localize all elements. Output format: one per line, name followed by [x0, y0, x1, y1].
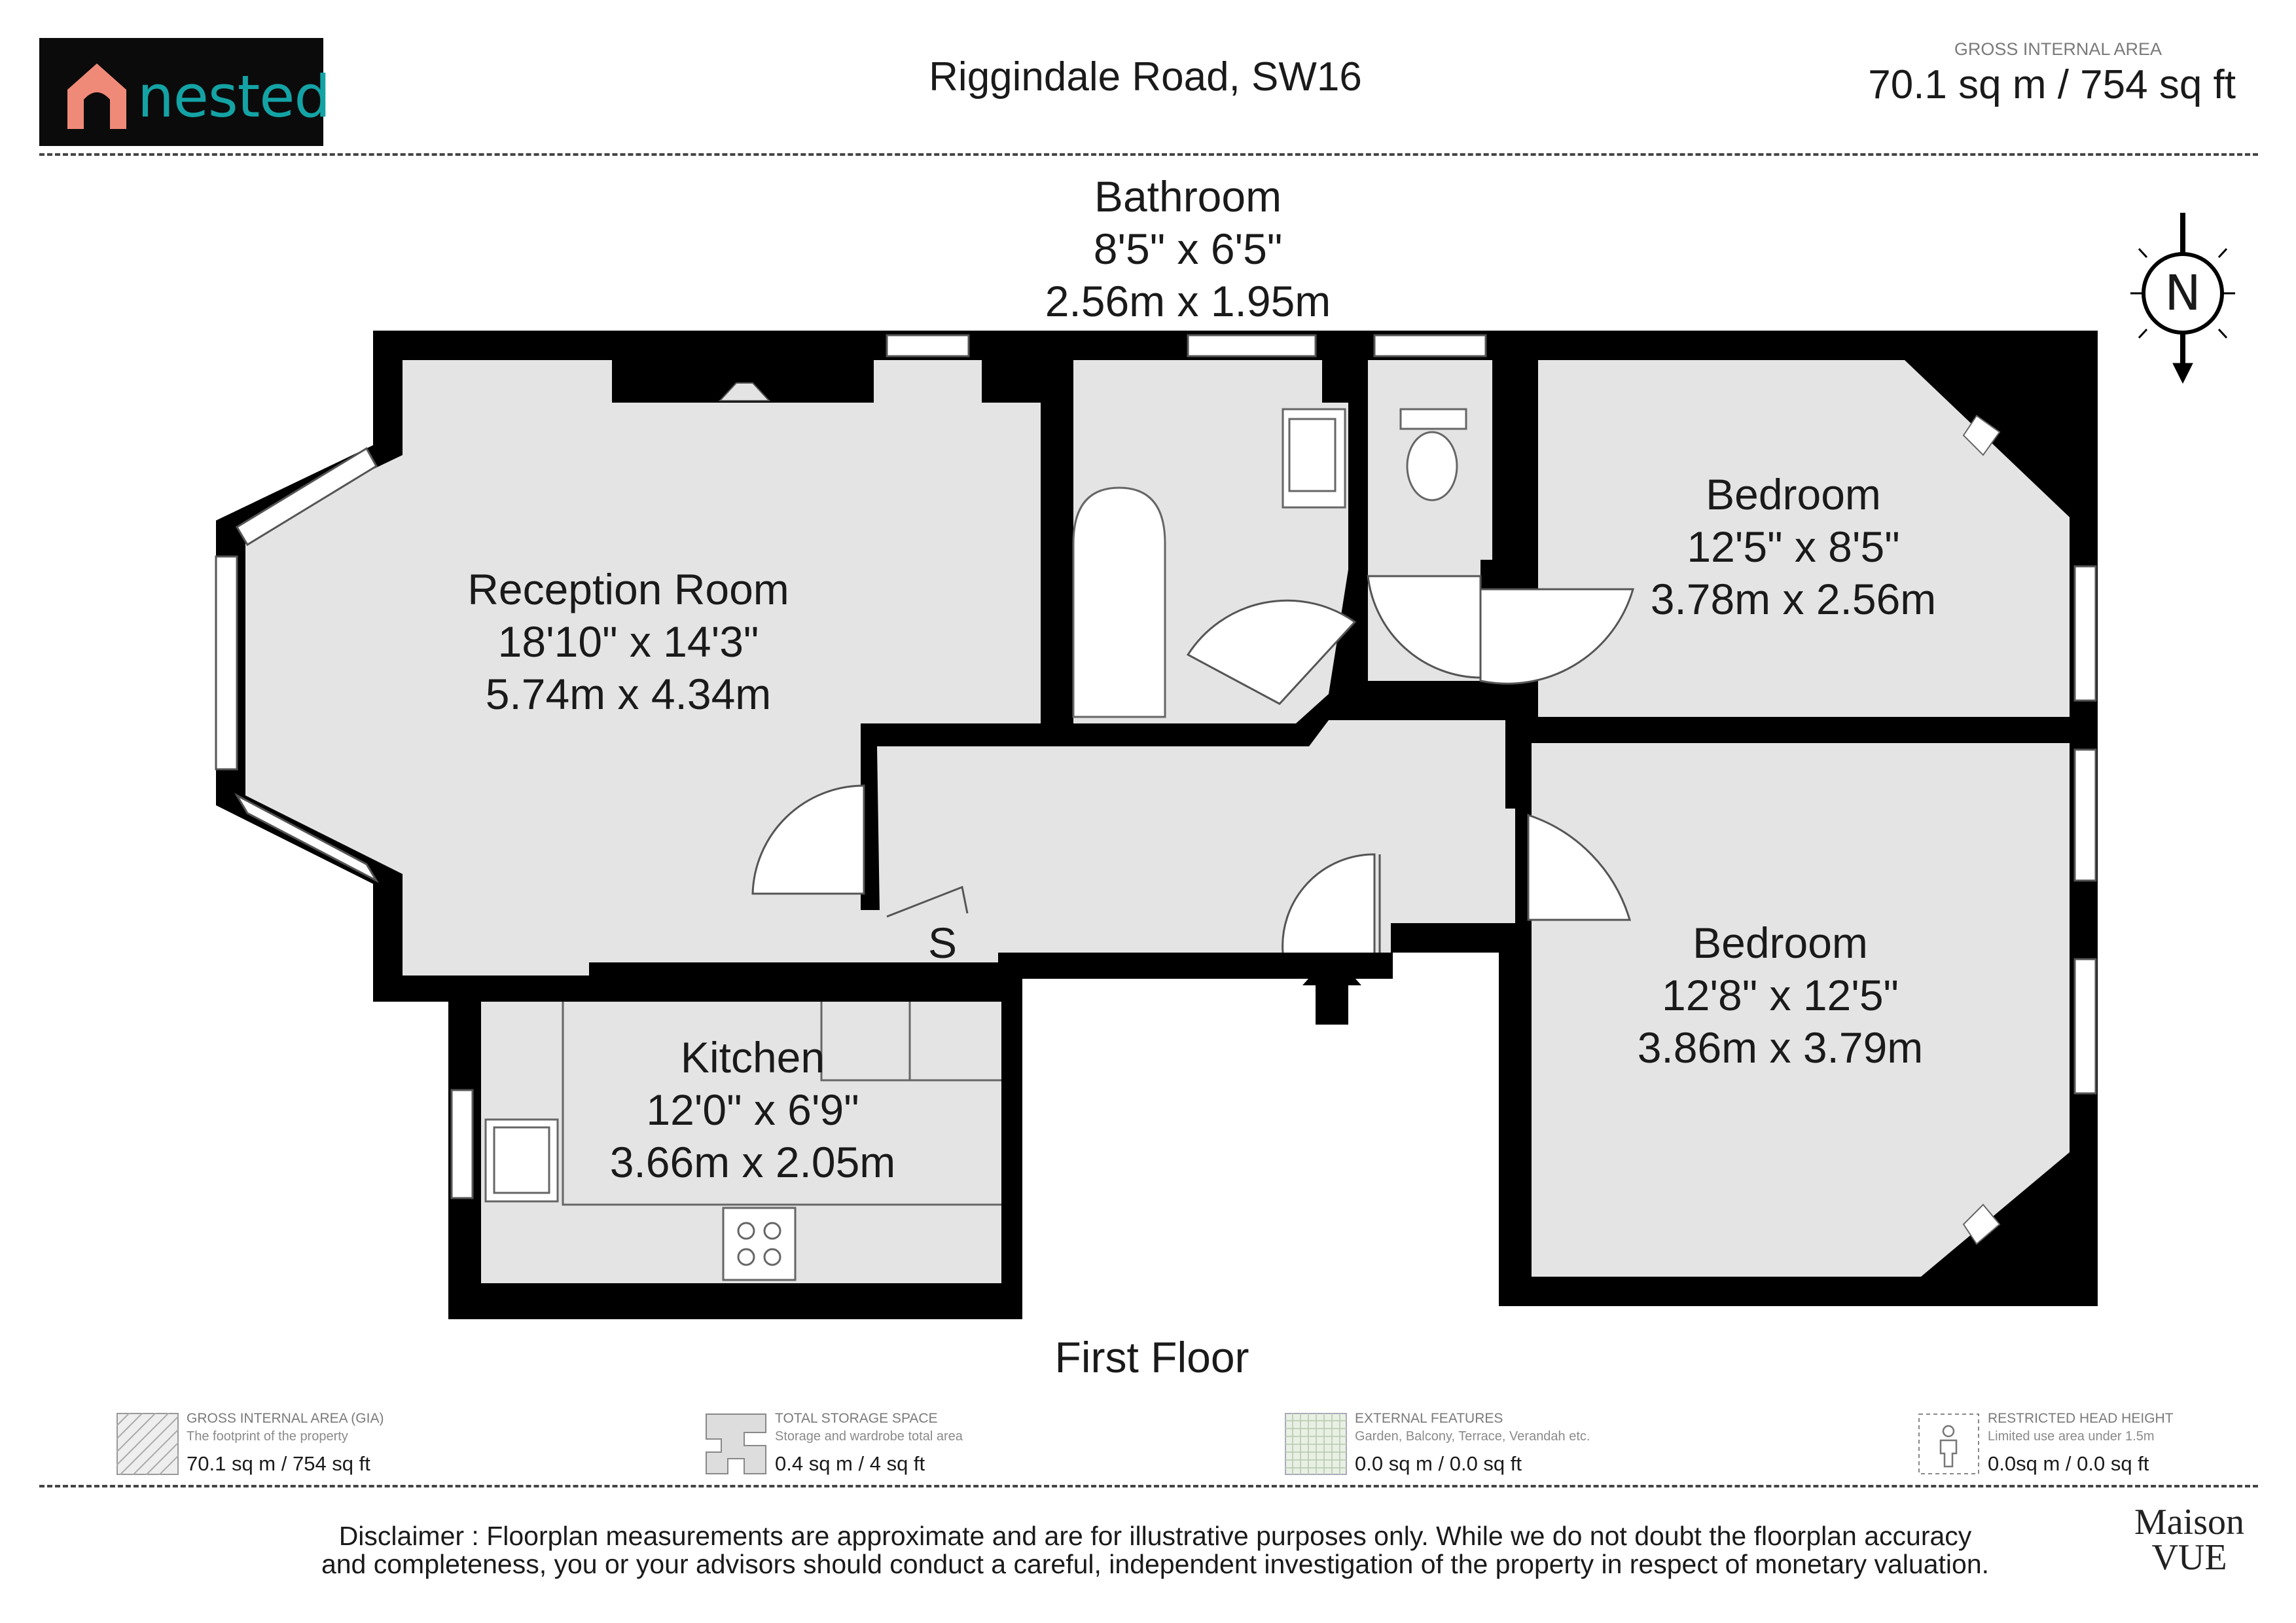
gia-value: 70.1 sq m / 754 sq ft	[1868, 62, 2236, 107]
grid-icon	[1285, 1413, 1347, 1475]
storage-icon	[705, 1413, 767, 1475]
room-name: Bedroom	[1706, 470, 1881, 519]
maison-vue-logo[interactable]	[2121, 1502, 2258, 1578]
disclaimer	[196, 1522, 2114, 1578]
legend-desc: Garden, Balcony, Terrace, Verandah etc.	[1355, 1429, 1590, 1444]
room-name: Reception Room	[467, 565, 789, 613]
disclaimer-line-2: and completeness, you or your advisors should conduct a careful, independent investigation of the property in respect of monetary valuation.	[321, 1549, 1990, 1579]
property-address: Riggindale Road, SW16	[929, 54, 1362, 100]
legend-title: RESTRICTED HEAD HEIGHT	[1988, 1411, 2174, 1426]
gia-label: GROSS INTERNAL AREA	[1954, 39, 2162, 59]
room-label-bathroom	[1021, 170, 1355, 327]
legend-value: 70.1 sq m / 754 sq ft	[187, 1452, 370, 1475]
floor-label: First Floor	[1054, 1333, 1249, 1381]
room-metric: 3.78m x 2.56m	[1650, 575, 1937, 623]
brand-line-2: VUE	[2151, 1537, 2227, 1578]
hatch-icon	[117, 1413, 179, 1475]
room-name: Bedroom	[1693, 919, 1868, 967]
legend-item-gia	[117, 1408, 614, 1480]
room-metric: 3.86m x 3.79m	[1637, 1023, 1924, 1072]
room-imperial: 12'5" x 8'5"	[1687, 522, 1900, 571]
brand-line-1: Maison	[2134, 1502, 2244, 1542]
room-imperial: 18'10" x 14'3"	[497, 617, 759, 666]
legend-item-storage	[705, 1408, 1202, 1480]
legend-item-external	[1285, 1408, 1782, 1480]
room-metric: 5.74m x 4.34m	[485, 670, 772, 718]
room-label-bedroom-1	[1617, 468, 1970, 625]
compass-label: N	[2164, 265, 2201, 321]
room-imperial: 12'8" x 12'5"	[1662, 971, 1899, 1019]
room-imperial: 12'0" x 6'9"	[646, 1085, 859, 1134]
legend-value: 0.0 sq m / 0.0 sq ft	[1355, 1452, 1522, 1475]
room-name: Kitchen	[680, 1033, 825, 1082]
person-icon	[1918, 1413, 1980, 1475]
bottom-divider	[39, 1485, 2258, 1487]
legend-value: 0.4 sq m / 4 sq ft	[775, 1452, 925, 1475]
room-label-bedroom-2	[1604, 917, 1957, 1074]
legend-value: 0.0sq m / 0.0 sq ft	[1988, 1452, 2149, 1475]
legend-title: EXTERNAL FEATURES	[1355, 1411, 1503, 1426]
disclaimer-line-1: Disclaimer : Floorplan measurements are approximate and are for illustrative purposes only. While we do not doubt the floorplan accuracy	[338, 1521, 1972, 1551]
room-label-kitchen	[583, 1031, 923, 1188]
bathtub	[1073, 488, 1165, 717]
room-label-reception	[432, 563, 825, 720]
legend-desc: Limited use area under 1.5m	[1988, 1429, 2155, 1444]
legend-item-head-height	[1918, 1408, 2258, 1480]
room-name: Bathroom	[1094, 172, 1282, 221]
legend-title: TOTAL STORAGE SPACE	[775, 1411, 938, 1426]
room-metric: 2.56m x 1.95m	[1045, 277, 1331, 325]
logo-text: nested	[137, 63, 331, 130]
storage-label: S	[927, 919, 958, 967]
room-metric: 3.66m x 2.05m	[609, 1138, 896, 1186]
legend-desc: Storage and wardrobe total area	[775, 1429, 963, 1444]
legend-title: GROSS INTERNAL AREA (GIA)	[187, 1411, 384, 1426]
room-imperial: 8'5" x 6'5"	[1093, 225, 1283, 273]
legend-desc: The footprint of the property	[187, 1429, 348, 1444]
